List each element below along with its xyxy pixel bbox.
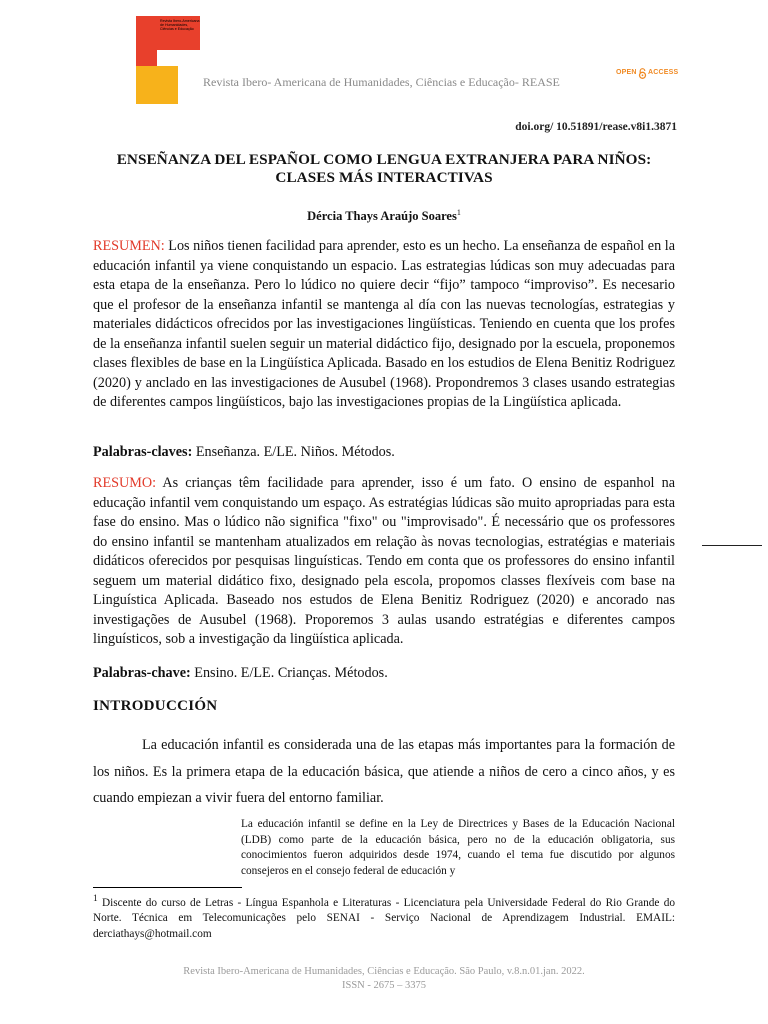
journal-header: Revista Ibero- Americana de Humanidades, Ciências e Educação- REASE [203, 75, 560, 89]
resumo-label: RESUMO: [93, 475, 157, 491]
section-heading-introduccion: INTRODUCCIÓN [93, 698, 218, 714]
resumo-paragraph [93, 474, 675, 650]
access-label: ACCESS [648, 69, 679, 76]
palabras-chave-label: Palabras-chave: [93, 665, 191, 681]
footnote-divider [93, 887, 242, 888]
author-name: Dércia Thays Araújo Soares [307, 209, 457, 224]
open-access-lock-icon [638, 68, 647, 79]
title-line-2: CLASES MÁS INTERACTIVAS [275, 169, 493, 186]
author-footnote-marker: 1 [456, 208, 461, 217]
open-label: OPEN [616, 69, 637, 76]
palabras-chave-text: Ensino. E/LE. Crianças. Métodos. [190, 665, 388, 681]
palabras-claves [93, 443, 675, 463]
article-title [60, 151, 708, 187]
block-quote: La educación infantil se define en la Ley de Directrices y Bases de la Educación Nacional (LDB) como parte de la educación básica, pero no de la educación obligatoria, sus conocimientos fueron adquiridos desde 1974, cuando el tema fue discutido por algunos consejeros en el consejo federal de educación y [241, 818, 675, 877]
author [60, 208, 708, 224]
resumen-text: Los niños tienen facilidad para aprender, esto es un hecho. La enseñanza de español en la educación infantil ya viene conquistando un espacio. Las estrategias lúdicas son muy adecuadas para esta etapa de la enseñanza. Pero lo lúdico no quiere decir “fijo” tampoco “improviso”. Es necesario que el profesor de la enseñanza infantil se mantenga al día con las nuevas tecnologías, estrategias y materiales didácticos ofrecidos por las investigaciones lingüísticas. Teniendo en cuenta que los profes de la enseñanza infantil suelen seguir un material didáctico fijo, designado por la escuela, proponemos clases flexibles de base en la Lingüística Aplicada. Basado en los estudios de Elena Benitiz Rodriguez (2020) y anclado en las investigaciones de Ausubel (1968). Propondremos 3 clases usando estrategias de diferentes campos lingüísticos, bajo las investigaciones propias de la Lingüística aplicada. [93, 238, 675, 410]
palabras-claves-text: Enseñanza. E/LE. Niños. Métodos. [192, 444, 395, 460]
doi[interactable]: doi.org/ 10.51891/rease.v8i1.3871 [515, 121, 677, 133]
intro-paragraph: La educación infantil es considerada una de las etapas más importantes para la formación de los niños. Es la primera etapa de la educación básica, que atiende a niños de cero a cinco años, y es cuando empiezan a vivir fuera del entorno familiar. [93, 737, 675, 806]
margin-rule [702, 545, 762, 546]
footnote [93, 892, 675, 942]
footer-citation: Revista Ibero-Americana de Humanidades, Ciências e Educação. São Paulo, v.8.n.01.jan. 2022. [183, 966, 585, 977]
palabras-chave [93, 664, 675, 684]
footnote-text: Discente do curso de Letras - Língua Espanhola e Literaturas - Licenciatura pela Universidade Federal do Rio Grande do Norte. Técnica em Telecomunicações pelo SENAI - Serviço Nacional de Aprendizagem Industrial. EMAIL: derciathays@hotmail.com [93, 896, 675, 940]
open-access-badge [616, 66, 679, 88]
resumen-label: RESUMEN: [93, 238, 165, 254]
logo-text: Revista Ibero-Americana de Humanidades, Ciências e Educação [160, 19, 200, 32]
title-line-1: ENSEÑANZA DEL ESPAÑOL COMO LENGUA EXTRANJERA PARA NIÑOS: [116, 151, 652, 168]
footer-issn: ISSN - 2675 – 3375 [341, 980, 426, 991]
resumen-paragraph [93, 237, 675, 413]
palabras-claves-label: Palabras-claves: [93, 444, 193, 460]
footnote-marker: 1 [93, 894, 98, 904]
journal-logo [136, 16, 200, 88]
resumo-text: As crianças têm facilidade para aprender, isso é um fato. O ensino de espanhol na educação infantil vem conquistando um espaço. As estratégias lúdicas são muito apropriadas para esta fase do ensino. Mas o lúdico não significa "fixo" ou "improvisado". É necessário que os professores do ensino infantil se mantenham atualizados em relação às novas tecnologias, estratégias e materiais didáticos oferecidos por pesquisas linguísticas. Tendo em conta que os professores do ensino infantil seguem um material didático fixo, designado pela escola, propomos classes flexíveis com base na Linguística Aplicada. Baseado nos estudos de Elena Benitiz Rodriguez (2020) e ancorado nas investigações de Ausubel (1968). Proporemos 3 aulas usando estratégias e diferentes campos linguísticos, sob a investigação da lingüística aplicada. [93, 475, 675, 647]
